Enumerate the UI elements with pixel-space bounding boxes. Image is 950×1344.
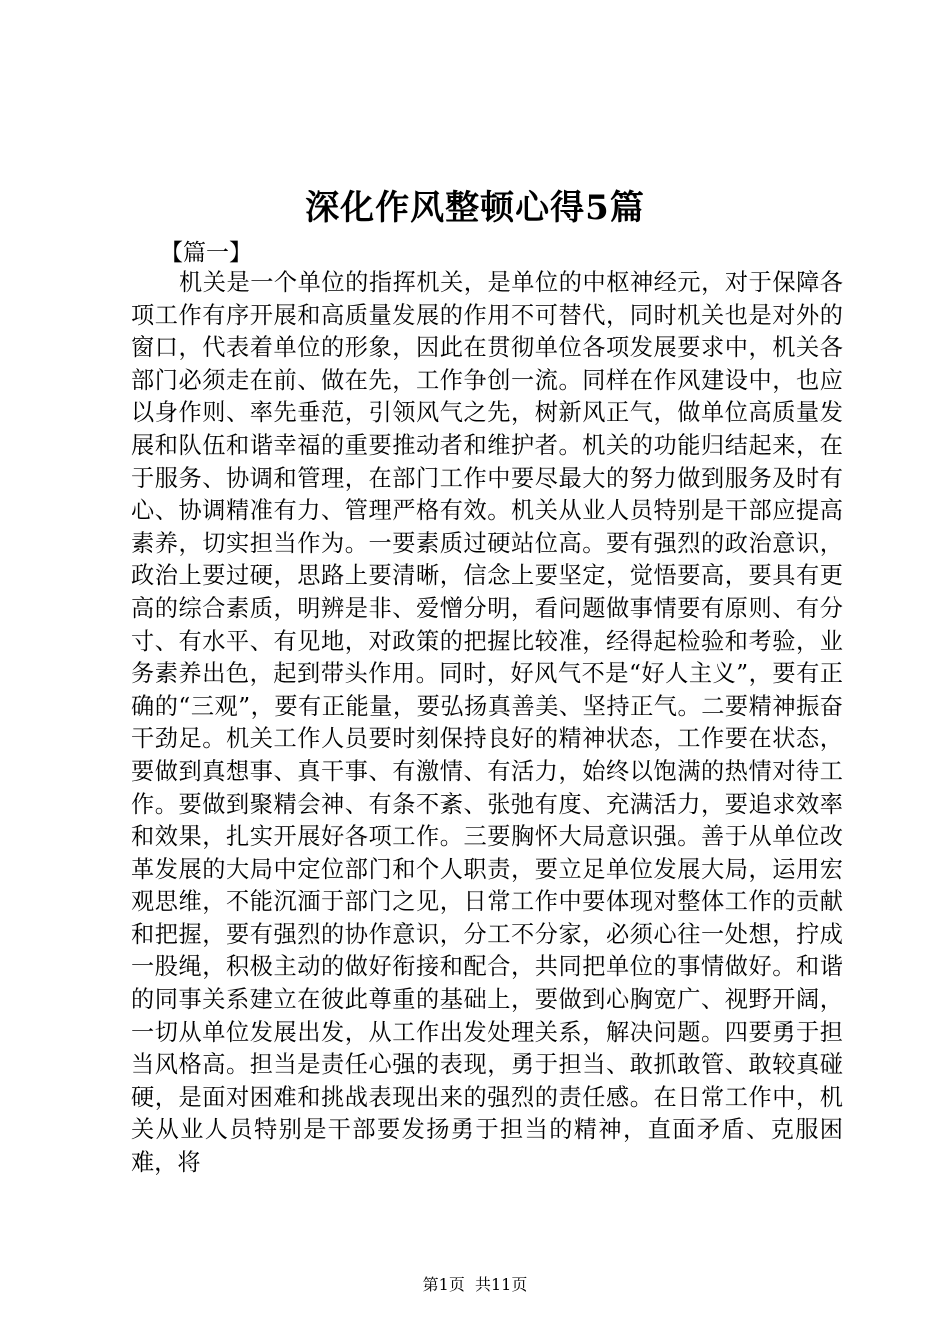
body-paragraph: 机关是一个单位的指挥机关，是单位的中枢神经元，对于保障各项工作有序开展和高质量发展的作用不可替代，同时机关也是对外的窗口，代表着单位的形象，因此在贯彻单位各项发展要求中，机关各部门必须走在前、做在先，工作争创一流。同样在作风建设中，也应以身作则、率先垂范，引领风气之先，树新风正气，做单位高质量发展和队伍和谐幸福的重要推动者和维护者。机关的功能归结起来，在于服务、协调和管理，在部门工作中要尽最大的努力做到服务及时有心、协调精准有力、管理严格有效。机关从业人员特别是干部应提高素养，切实担当作为。一要素质过硬站位高。要有强烈的政治意识，政治上要过硬，思路上要清晰，信念上要坚定，觉悟要高，要具有更高的综合素质，明辨是非、爱憎分明，看问题做事情要有原则、有分寸、有水平、有见地，对政策的把握比较准，经得起检验和考验，业务素养出色，起到带头作用。同时，好风气不是“好人主义”，要有正确的“三观”，要有正能量，要弘扬真善美、坚持正气。二要精神振奋干劲足。机关工作人员要时刻保持良好的精神状态，工作要在状态，要做到真想事、真干事、有激情、有活力，始终以饱满的热情对待工作。要做到聚精会神、有条不紊、张弛有度、充满活力，要追求效率和效果，扎实开展好各项工作。三要胸怀大局意识强。善于从单位改革发展的大局中定位部门和个人职责，要立足单位发展大局，运用宏观思维，不能沉湎于部门之见，日常工作中要体现对整体工作的贡献和把握，要有强烈的协作意识，分工不分家，必须心往一处想，拧成一股绳，积极主动的做好衔接和配合，共同把单位的事情做好。和谐的同事关系建立在彼此尊重的基础上，要做到心胸宽广、视野开阔，一切从单位发展出发，从工作出发处理关系，解决问题。四要勇于担当风格高。担当是责任心强的表现，勇于担当、敢抓敢管、敢较真碰硬，是面对困难和挑战表现出来的强烈的责任感。在日常工作中，机关从业人员特别是干部要发扬勇于担当的精神，直面矛盾、克服困难，将 <box>131 269 843 1177</box>
section-heading: 【篇一】 <box>160 240 252 266</box>
page-footer <box>0 1274 950 1296</box>
document-title: 深化作风整顿心得5篇 <box>305 188 645 228</box>
page-number: 第1页 共11页 <box>422 1275 528 1294</box>
